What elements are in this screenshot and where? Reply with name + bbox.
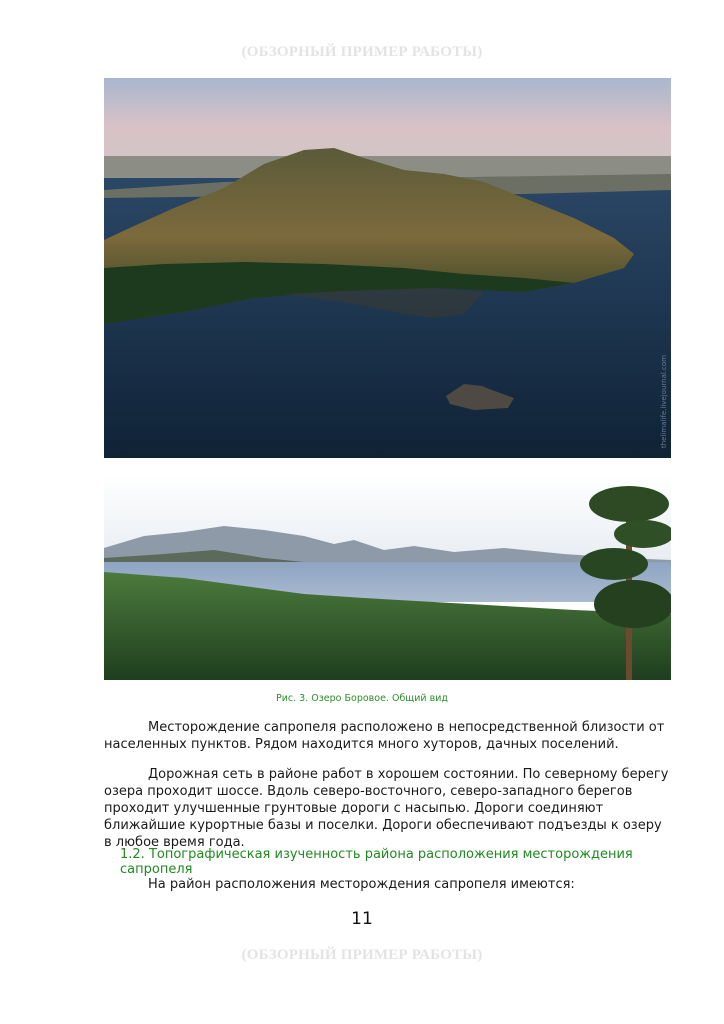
paragraph-settlements: [104, 719, 671, 753]
paragraph-text: На район расположения месторождения сапропеля имеются:: [148, 877, 575, 892]
photo-credit: thelimalife.livejournal.com: [660, 355, 668, 448]
section-heading: 1.2. Топографическая изученность района расположения месторождения сапропеля: [120, 847, 633, 877]
paragraph-text: Дорожная сеть в районе работ в хорошем состоянии. По северному берегу озера проходит шоссе. Вдоль северо-восточного, северо-западного берегов проходит улучшенные грунтовые дороги с насыпью. Дороги соединяют ближайшие курортные базы и поселки. Дороги обеспечивают подъезды к озеру в любое время года.: [104, 767, 669, 850]
paragraph-roads: [104, 766, 671, 851]
page-number: 11: [351, 909, 373, 929]
lake-panorama-photo: [104, 474, 671, 680]
watermark-bottom: (ОБЗОРНЫЙ ПРИМЕР РАБОТЫ): [241, 947, 483, 963]
lake-aerial-photo: [104, 78, 671, 458]
sky: [104, 78, 671, 168]
paragraph-text: Месторождение сапропеля расположено в непосредственной близости от населенных пунктов. Рядом находится много хуторов, дачных поселений.: [104, 720, 665, 752]
paragraph-maps: [104, 876, 671, 893]
figure-caption: Рис. 3. Озеро Боровое. Общий вид: [276, 693, 448, 704]
watermark-top: (ОБЗОРНЫЙ ПРИМЕР РАБОТЫ): [241, 44, 483, 60]
